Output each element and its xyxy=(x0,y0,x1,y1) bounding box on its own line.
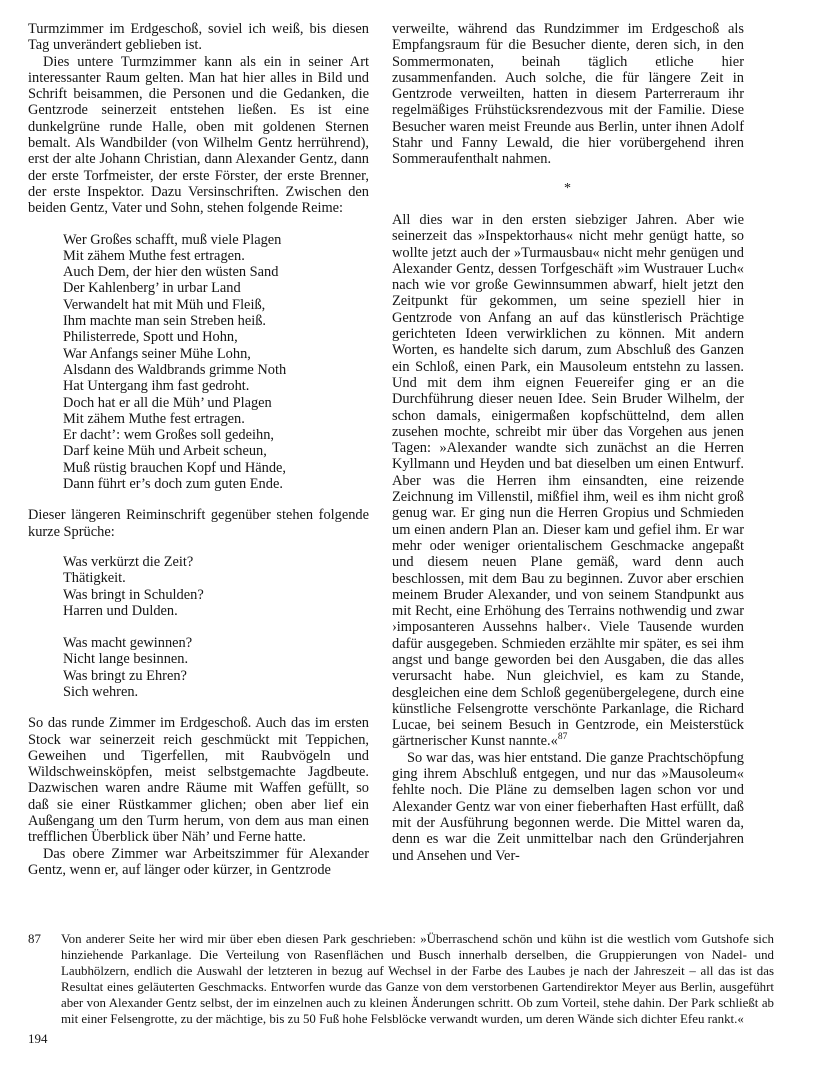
paragraph: Dieser längeren Reiminschrift gegenüber stehen folgende kurze Sprüche: xyxy=(28,507,369,540)
poem-line: Er dacht’: wem Großes soll gedeihn, xyxy=(63,427,275,444)
footnote xyxy=(28,931,774,1027)
paragraph: So das runde Zimmer im Erdgeschoß. Auch das im ersten Stock war seinerzeit reich geschmückt mit Teppichen, Geweihen und Tigerfellen, mit Raubvögeln und Wildschweinsköpfen, meist selbstgemachte Jagdbeute. Dazwischen waren andre Räume mit Waffen gefüllt, so daß sie einer Rüstkammer glichen; oben aber lief ein Außengang um den Turm herum, von dem aus man einen trefflichen Überblick über Näh’ und Ferne hatte. xyxy=(28,715,369,846)
verse-line: Was verkürzt die Zeit? xyxy=(63,553,194,570)
poem-line: Auch Dem, der hier den wüsten Sand xyxy=(63,264,279,281)
poem-line: Dann führt er’s doch zum guten Ende. xyxy=(63,476,283,493)
verse-block-1 xyxy=(63,554,369,619)
verse-line: Was bringt in Schulden? xyxy=(63,586,204,603)
poem-line: Darf keine Müh und Arbeit scheun, xyxy=(63,443,267,460)
right-column xyxy=(392,21,744,878)
text-columns xyxy=(28,21,744,878)
poem-line: Hat Untergang ihm fast gedroht. xyxy=(63,378,250,395)
verse-block-2 xyxy=(63,635,369,700)
paragraph: So war das, was hier entstand. Die ganze Prachtschöpfung ging ihrem Abschluß entgegen, und nur das »Mausoleum« fehlte noch. Die Pläne zu demselben lagen schon vor und Alexander Gentz war von einer fieberhaften Hast erfüllt, daß mit der Ausführung begonnen werde. Die Mittel waren da, denn es war die Zeit unmittelbar nach den Gründerjahren und Ansehen und Ver- xyxy=(392,749,744,864)
poem-line: Doch hat er all die Müh’ und Plagen xyxy=(63,394,272,411)
poem-line: Der Kahlenberg’ in urbar Land xyxy=(63,280,241,297)
poem-line: Philisterrede, Spott und Hohn, xyxy=(63,329,238,346)
paragraph-text: All dies war in den ersten siebziger Jahren. Aber wie seinerzeit das »Inspektorhaus« nicht mehr genügt hatte, so wollte jetzt auch der »Turmausbau« nicht mehr genügen und Alexander Gentz, dessen Torfgeschäft »im Wustrauer Luch« nach wie vor große Gewinnsummen abwarf, hielt jetzt den Zeitpunkt für gekommen, um seine speziell hier in Gentzrode von Anfang an auf das künstlerisch Prächtige gerichteten Ideen verwirklichen zu können. Mit andern Worten, es handelte sich darum, zum Abschluß des Ganzen ein Schloß, einen Park, ein Mausoleum entstehn zu lassen. Und mit dem ihm eignen Feuereifer ging er an die Durchführung dieser neuen Idee. Sein Bruder Wilhelm, der schon damals, einigermaßen kopfschüttelnd, dem allen zusehen mochte, schreibt mir über das Vorgehen aus jenen Tagen: »Alexander wandte sich zunächst an die Herren Kyllmann und Heyden und bat dieselben um einen Entwurf. Aber was die Herren ihm einsandten, eine reizende Zeichnung im Villenstil, mißfiel ihm, weil es ihm nicht groß genug war. Er ging nun die Herren Gropius und Schmieden um einen andern Plan an. Dieser kam und gefiel ihm. Er war mehr oder weniger orientalischem Geschmacke angepaßt und diesem neuen Plane gemäß, ward denn auch beschlossen, mit dem Bau zu beginnen. Zuvor aber erschien meinem Bruder Alexander, und von seinem Standpunkt aus mit Recht, eine Erhöhung des Terrains nothwendig und zwar ›imposanteren Aussehns halber‹. Viele Tausende wurden dafür ausgegeben. Schmieden erzählte mir später, es sei ihm angst und bange geworden bei den Ausgaben, die das alles verursacht habe. Nun gleichviel, es kam zu Stande, desgleichen eine dem Schloß gegenübergelegene, durch eine künstliche Felsengrotte verschönte Parkanlage, die Richard Lucae, bei seinem Besuch in Gentzrode, ein Meisterstück gärtnerischer Kunst nannte.« xyxy=(392,211,744,750)
paragraph: verweilte, während das Rundzimmer im Erdgeschoß als Empfangsraum für die Besucher diente, deren sich, in den Sommermonaten, beinah täglich etliche hier zusammenfanden. Auch solche, die für längere Zeit in Gentzrode verweilten, hatten in diesem Parterreraum ihr regelmäßiges Frühstücksrendezvous mit der Familie. Diese Besucher waren meist Freunde aus Berlin, unter ihnen Adolf Stahr und Fanny Lewald, die hier vorübergehend ihren Sommeraufenthalt nahmen. xyxy=(392,21,744,168)
verse-line: Was bringt zu Ehren? xyxy=(63,667,187,684)
verse-line: Nicht lange besinnen. xyxy=(63,651,189,668)
poem-long-rhyme xyxy=(63,232,369,493)
poem-line: Ihm machte man sein Streben heiß. xyxy=(63,313,267,330)
poem-line: Alsdann des Waldbrands grimme Noth xyxy=(63,361,287,378)
poem-line: Wer Großes schafft, muß viele Plagen xyxy=(63,231,282,248)
paragraph: Turmzimmer im Erdgeschoß, soviel ich weiß, bis diesen Tag unverändert geblieben ist. xyxy=(28,21,369,54)
poem-line: Verwandelt hat mit Müh und Fleiß, xyxy=(63,296,266,313)
footnote-text: Von anderer Seite her wird mir über eben diesen Park geschrieben: »Überraschend schön und kühn ist die westlich vom Gutshofe sich hinziehende Parkanlage. Die Verteilung von Rasenflächen und Busch innerhalb derselben, die Gruppierungen von Nadel- und Laubhölzern, endlich die Auswahl der letzteren in bezug auf Wechsel in der Farbe des Laubes je nach der Jahreszeit – all das ist das Resultat eines geläuterten Geschmacks. Entworfen wurde das Ganze von dem verstorbenen Gartendirektor Meyer aus Berlin, ausgeführt aber von Alexander Gentz selbst, der im einzelnen auch zu kleinen Änderungen schritt. Ob zum Vorteil, stehe dahin. Der Park schließt ab mit einer Felsengrotte, zu der mächtige, bis zu 50 Fuß hohe Felsblöcke verwandt wurden, um deren Wände sich dichter Efeu rankt.« xyxy=(61,932,774,1026)
left-column xyxy=(28,21,369,878)
poem-line: Mit zähem Muthe fest ertragen. xyxy=(63,247,245,264)
paragraph xyxy=(392,212,744,750)
verse-line: Thätigkeit. xyxy=(63,570,126,587)
paragraph: Dies untere Turmzimmer kann als ein in seiner Art interessanter Raum gelten. Man hat hier alles in Bild und Schrift beisammen, die Personen und die Gedanken, die Gentzrode seinerzeit entstehen ließen. Es ist eine dunkelgrüne runde Halle, oben mit goldenen Sternen bemalt. Als Wandbilder (von Wilhelm Gentz herrührend), erst der alte Johann Christian, dann Alexander Gentz, dann der erste Torfmeister, der erste Förster, der erste Brenner, der erste Inspektor. Dazu Versinschriften. Zwischen den beiden Gentz, Vater und Sohn, stehen folgende Reime: xyxy=(28,53,369,217)
verse-line: Was macht gewinnen? xyxy=(63,635,193,652)
paragraph: Das obere Zimmer war Arbeitszimmer für Alexander Gentz, wenn er, auf länger oder kürzer, in Gentzrode xyxy=(28,845,369,878)
verse-line: Sich wehren. xyxy=(63,683,139,700)
footnote-reference: 87 xyxy=(557,732,568,743)
footnote-marker: 87 xyxy=(28,932,41,946)
verse-line: Harren und Dulden. xyxy=(63,602,178,619)
poem-line: Muß rüstig brauchen Kopf und Hände, xyxy=(63,459,287,476)
poem-line: War Anfangs seiner Mühe Lohn, xyxy=(63,345,251,362)
poem-line: Mit zähem Muthe fest ertragen. xyxy=(63,410,245,427)
asterisk-separator: * xyxy=(564,180,572,196)
page-number: 194 xyxy=(28,1031,48,1046)
